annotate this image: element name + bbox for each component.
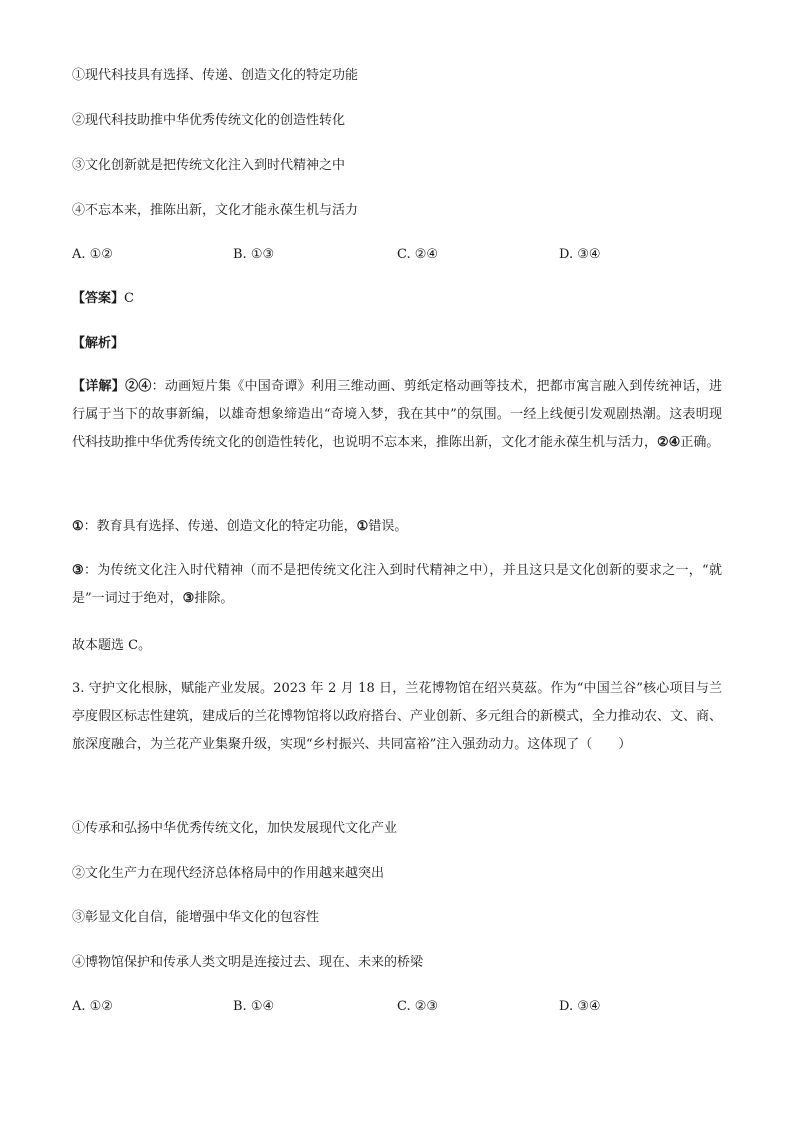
detail-end-marks: ②④: [657, 435, 681, 450]
point-1-end-text: 错误。: [368, 519, 408, 534]
q2-statement-2: ②现代科技助推中华优秀传统文化的创造性转化: [72, 113, 346, 128]
answer-label: 【答案】: [72, 291, 125, 306]
point-1-mark: ①: [72, 519, 84, 534]
answer-value: C: [124, 291, 134, 306]
point-1-end-mark: ①: [356, 519, 369, 534]
q2-option-d: D. ③④: [559, 247, 601, 262]
point-3-end-text: 排除。: [194, 591, 234, 606]
q3-option-b: B. ①④: [233, 999, 275, 1014]
q3-option-c: C. ②③: [397, 999, 439, 1014]
q3-statement-4: ④博物馆保护和传承人类文明是连接过去、现在、未来的桥梁: [72, 955, 424, 970]
q3-statement-2: ②文化生产力在现代经济总体格局中的作用越来越突出: [72, 866, 385, 881]
q3-statement-1: ①传承和弘扬中华优秀传统文化，加快发展现代文化产业: [72, 821, 398, 836]
detail-paragraph: [72, 373, 722, 457]
point-3-end-mark: ③: [182, 591, 195, 606]
point-1-text: ：教育具有选择、传递、创造文化的特定功能，: [83, 519, 357, 534]
detail-end-text: 正确。: [680, 435, 720, 450]
q3-stem: 3. 守护文化根脉，赋能产业发展。2023 年 2 月 18 日，兰花博物馆在绍兴莫茲。作为“中国兰谷”核心项目与兰亭度假区标志性建筑，建成后的兰花博物馆将以政府搭台、产业创新、多元组合的新模式，全力推动农、文、商、旅深度融合，为兰花产业集聚升级，实现“乡村振兴、共同富裕”注入强劲动力。这体现了（ ）: [72, 681, 723, 752]
analysis-label: 【解析】: [72, 336, 125, 351]
q2-option-a: A. ①②: [72, 247, 113, 262]
conclusion: 故本题选 C。: [72, 638, 152, 653]
q3-option-d: D. ③④: [559, 999, 601, 1014]
q3-option-a: A. ①②: [72, 999, 113, 1014]
detail-marks: ②④: [125, 379, 152, 394]
point-3-mark: ③: [72, 563, 84, 578]
point-3: [72, 557, 722, 613]
q2-statement-1: ①现代科技具有选择、传递、创造文化的特定功能: [72, 68, 359, 83]
q3-statement-3: ③彰显文化自信，能增强中华文化的包容性: [72, 910, 320, 925]
answer-line: [72, 291, 134, 307]
point-1: [72, 519, 407, 535]
point-3-text: ：为传统文化注入时代精神（而不是把传统文化注入到时代精神之中），并且这只是文化创新的要求之一，“就是”一词过于绝对，: [72, 563, 722, 606]
q2-statement-4: ④不忘本来，推陈出新，文化才能永葆生机与活力: [72, 203, 359, 218]
q2-statement-3: ③文化创新就是把传统文化注入到时代精神之中: [72, 158, 346, 173]
q2-option-c: C. ②④: [397, 247, 439, 262]
q2-option-b: B. ①③: [233, 247, 275, 262]
detail-text: ：动画短片集《中国奇谭》利用三维动画、剪纸定格动画等技术，把都市寓言融入到传统神话，进行属于当下的故事新编，以雄奇想象缔造出“奇境入梦，我在其中”的氛围。一经上线便引发观剧热潮。这表明现代科技助推中华优秀传统文化的创造性转化，也说明不忘本来，推陈出新，文化才能永葆生机与活力，: [72, 379, 722, 450]
detail-label: 【详解】: [72, 379, 126, 394]
